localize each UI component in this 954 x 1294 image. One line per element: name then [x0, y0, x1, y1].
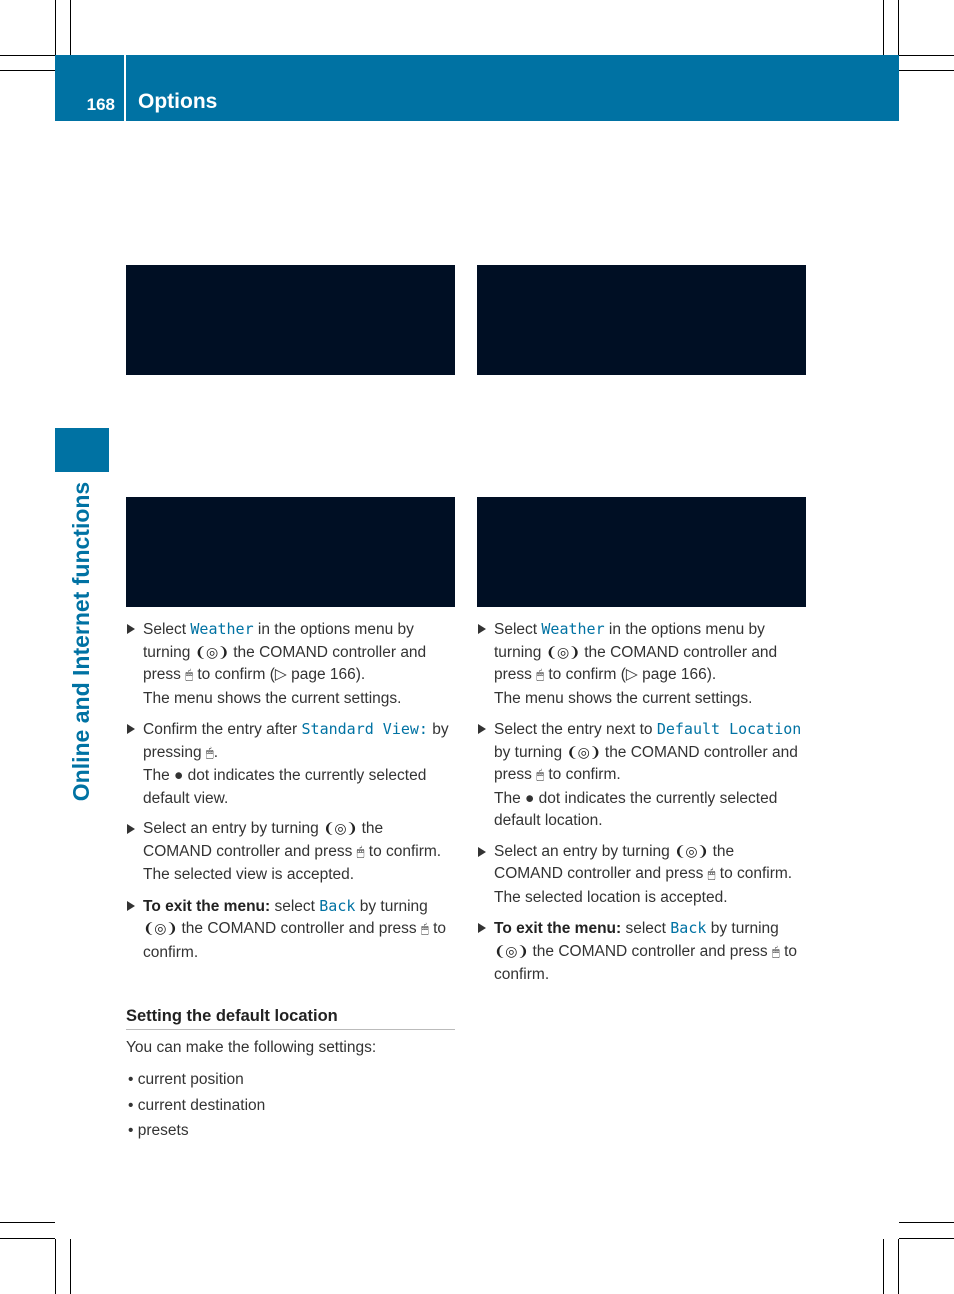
press-controller-icon: 🖱 — [536, 668, 545, 683]
step-arrow-icon — [127, 824, 135, 834]
list-item: • current position — [128, 1067, 265, 1093]
crop-mark — [899, 1222, 954, 1223]
step-arrow-icon — [127, 624, 135, 634]
list-item: • current destination — [128, 1093, 265, 1119]
step-arrow-icon — [478, 724, 486, 734]
step-arrow-icon — [478, 624, 486, 634]
crop-mark — [899, 1238, 954, 1239]
turn-controller-icon: ❨◎❩ — [194, 644, 229, 661]
intro-text: You can make the following settings: — [126, 1039, 377, 1056]
instruction-step: To exit the menu: select Back by turning ❨◎❩ the COMAND controller and press 🖱 to confirm. — [126, 895, 456, 965]
turn-controller-icon: ❨◎❩ — [143, 921, 178, 937]
menu-item-default-location: Default Location — [656, 720, 802, 738]
page-number: 168 — [86, 95, 115, 114]
crop-mark — [883, 1239, 884, 1294]
side-tab — [55, 480, 109, 802]
step-arrow-icon — [478, 847, 486, 857]
crop-mark — [0, 1222, 55, 1223]
crop-mark — [898, 0, 899, 55]
press-controller-icon: 🖱 — [185, 668, 194, 683]
turn-controller-icon: ❨◎❩ — [494, 943, 529, 960]
press-controller-icon: 🖱 — [205, 745, 214, 761]
step-arrow-icon — [127, 901, 135, 911]
press-controller-icon: 🖱 — [420, 922, 429, 937]
instruction-step: Select the entry next to Default Location by turning ❨◎❩ the COMAND controller and press 🖱 to confirm. The ● dot indicates the currently selected default location. — [477, 718, 807, 833]
instruction-step: Select an entry by turning ❨◎❩ the COMAND controller and press 🖱 to confirm. The selected view is accepted. — [126, 818, 456, 887]
side-tab-label: Online and Internet functions — [68, 481, 95, 801]
instruction-step: To exit the menu: select Back by turning ❨◎❩ the COMAND controller and press 🖱 to confirm. — [477, 917, 807, 987]
turn-controller-icon: ❨◎❩ — [566, 744, 601, 761]
display-screenshot — [126, 265, 455, 375]
subsection-heading: Setting the default location — [126, 1007, 455, 1030]
crop-mark — [70, 0, 71, 55]
display-screenshot — [477, 497, 806, 607]
crop-mark — [0, 55, 55, 56]
display-screenshot — [126, 497, 455, 607]
step-arrow-icon — [478, 923, 486, 933]
crop-mark — [898, 1239, 899, 1294]
step-arrow-icon — [127, 724, 135, 734]
display-screenshot — [477, 265, 806, 375]
crop-mark — [0, 1238, 55, 1239]
menu-item-weather: Weather — [541, 620, 605, 638]
press-controller-icon: 🖱 — [771, 944, 780, 960]
crop-mark — [55, 1239, 56, 1294]
press-controller-icon: 🖱 — [707, 867, 716, 882]
instructions-right — [477, 618, 807, 995]
crop-mark — [55, 0, 56, 55]
turn-controller-icon: ❨◎❩ — [545, 644, 580, 661]
crop-mark — [0, 70, 55, 71]
menu-item-back: Back — [670, 919, 707, 937]
menu-item-weather: Weather — [190, 620, 254, 638]
side-tab-marker — [55, 428, 109, 472]
menu-item-back: Back — [319, 896, 356, 915]
instruction-step: Select Weather in the options menu by turning ❨◎❩ the COMAND controller and press 🖱 to confirm (▷ page 166). The menu shows the current settings. — [126, 618, 456, 710]
instructions-left — [126, 618, 456, 972]
press-controller-icon: 🖱 — [356, 844, 365, 860]
options-list — [128, 1067, 265, 1144]
crop-mark — [899, 55, 954, 56]
crop-mark — [70, 1239, 71, 1294]
press-controller-icon: 🖱 — [536, 768, 545, 783]
crop-mark — [899, 70, 954, 71]
instruction-step: Confirm the entry after Standard View: by pressing 🖱. The ● dot indicates the currently selected default view. — [126, 718, 456, 810]
turn-controller-icon: ❨◎❩ — [674, 843, 709, 860]
menu-item-standard-view: Standard View: — [301, 720, 428, 738]
list-item: • presets — [128, 1118, 265, 1144]
turn-controller-icon: ❨◎❩ — [323, 821, 358, 837]
crop-mark — [883, 0, 884, 55]
section-title: Options — [138, 90, 218, 113]
instruction-step: Select Weather in the options menu by turning ❨◎❩ the COMAND controller and press 🖱 to confirm (▷ page 166). The menu shows the current settings. — [477, 618, 807, 710]
instruction-step: Select an entry by turning ❨◎❩ the COMAND controller and press 🖱 to confirm. The selected location is accepted. — [477, 841, 807, 910]
header-divider — [124, 55, 126, 121]
